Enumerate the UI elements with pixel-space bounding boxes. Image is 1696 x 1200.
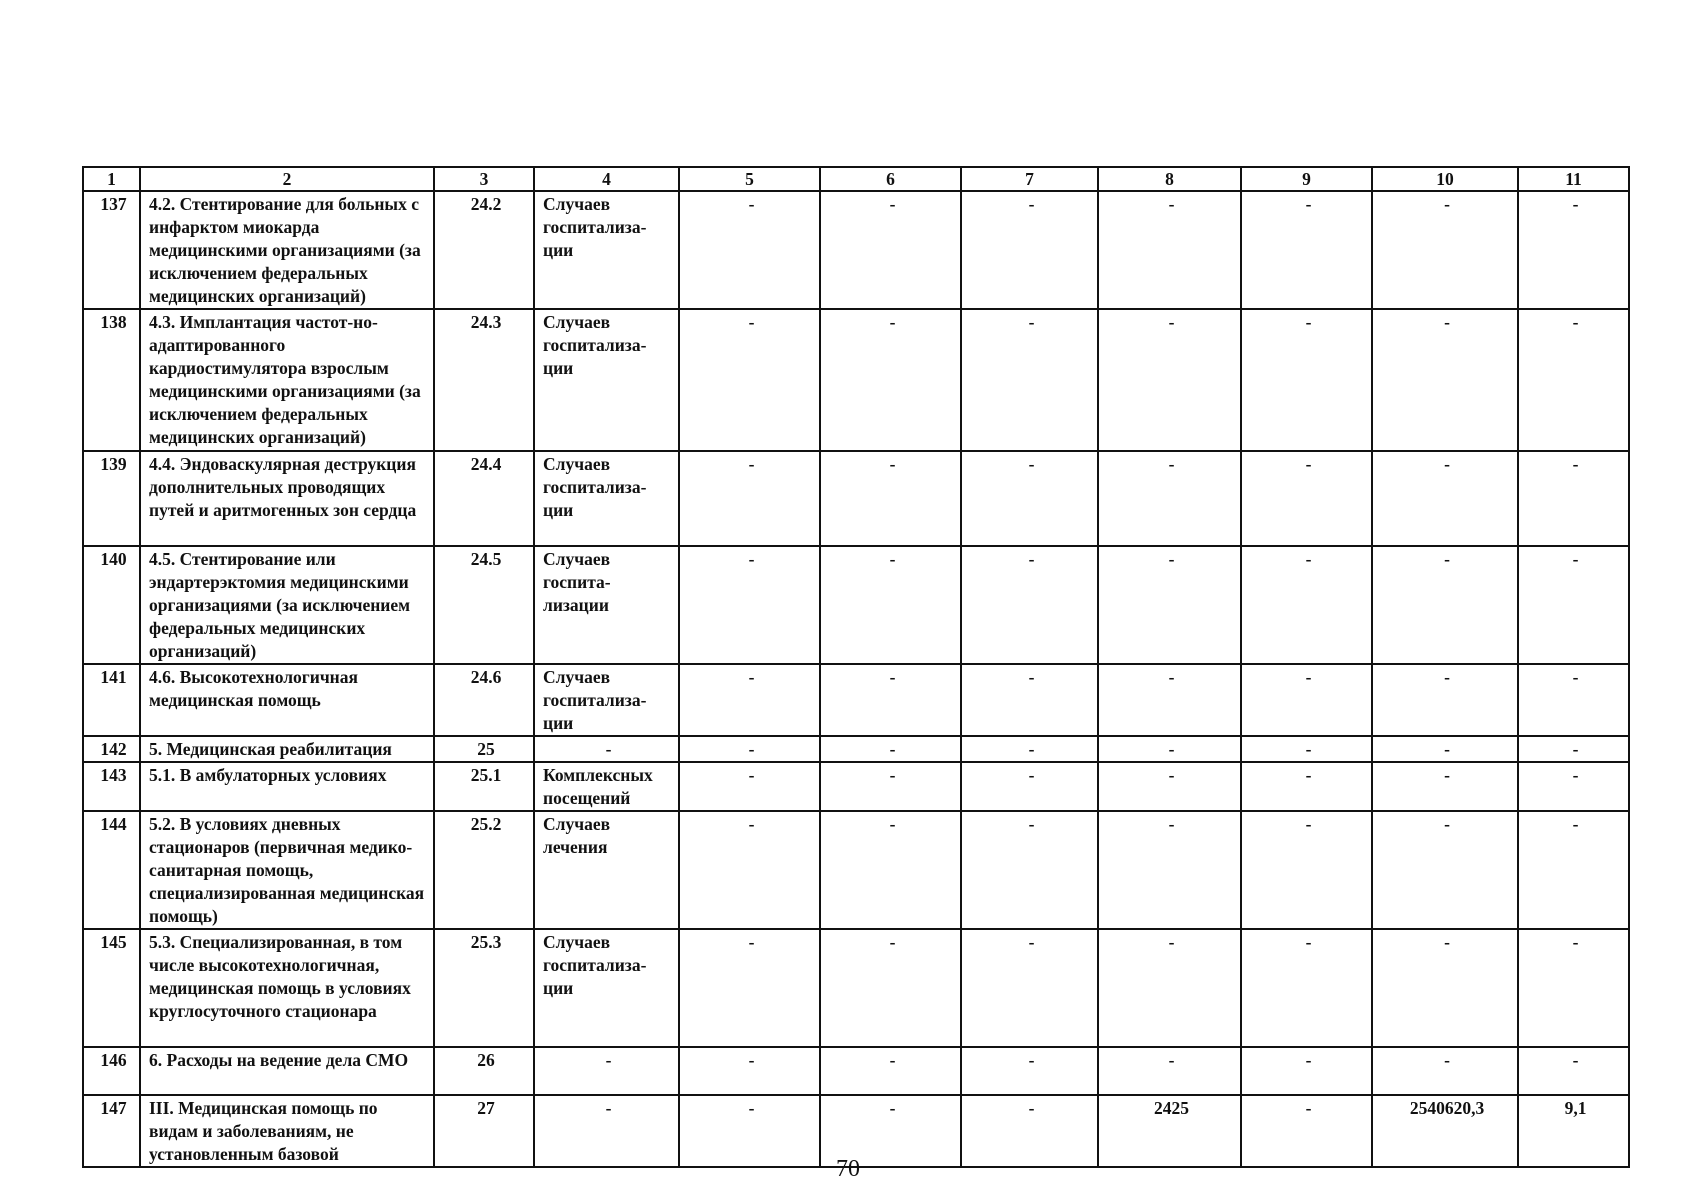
column-header: 5 [679, 167, 820, 191]
row-value: 2425 [1098, 1095, 1241, 1167]
row-value: - [820, 929, 961, 1047]
row-number: 138 [83, 309, 140, 451]
row-unit: - [534, 1047, 679, 1095]
row-value: - [679, 929, 820, 1047]
row-value: - [1241, 736, 1372, 762]
row-name: 5. Медицинская реабилитация [140, 736, 434, 762]
table-row [83, 762, 1629, 811]
row-value: - [1518, 546, 1629, 664]
row-value: - [1241, 1095, 1372, 1167]
table-row [83, 664, 1629, 736]
document-sheet [82, 166, 1628, 1168]
row-value: - [1098, 664, 1241, 736]
column-header: 8 [1098, 167, 1241, 191]
row-value: - [820, 191, 961, 309]
row-value: - [1372, 929, 1518, 1047]
row-value: - [1241, 929, 1372, 1047]
row-number: 139 [83, 451, 140, 546]
row-value: - [1372, 811, 1518, 929]
row-value: - [679, 762, 820, 811]
row-code: 24.2 [434, 191, 534, 309]
row-value: - [1241, 762, 1372, 811]
column-header: 7 [961, 167, 1098, 191]
row-code: 25.2 [434, 811, 534, 929]
row-number: 142 [83, 736, 140, 762]
row-value: - [1518, 191, 1629, 309]
row-value: - [679, 546, 820, 664]
row-unit: - [534, 736, 679, 762]
row-value: - [820, 451, 961, 546]
row-value: - [1098, 1047, 1241, 1095]
row-name: 4.2. Стентирование для больных с инфарктом миокарда медицинскими организациями (за исключением федеральных медицинских организаций) [140, 191, 434, 309]
row-code: 24.3 [434, 309, 534, 451]
row-name: 6. Расходы на ведение дела СМО [140, 1047, 434, 1095]
column-header: 3 [434, 167, 534, 191]
column-header: 1 [83, 167, 140, 191]
table-row [83, 811, 1629, 929]
row-value: - [1372, 1047, 1518, 1095]
row-number: 137 [83, 191, 140, 309]
row-value: - [1518, 1047, 1629, 1095]
row-code: 25.3 [434, 929, 534, 1047]
row-value: 2540620,3 [1372, 1095, 1518, 1167]
row-value: - [820, 546, 961, 664]
row-code: 25 [434, 736, 534, 762]
row-value: - [1241, 451, 1372, 546]
row-unit: Случаев госпитализа-ции [534, 191, 679, 309]
page-number: 70 [836, 1156, 860, 1182]
row-code: 24.5 [434, 546, 534, 664]
row-value: - [1241, 664, 1372, 736]
row-number: 145 [83, 929, 140, 1047]
row-value: - [820, 664, 961, 736]
row-unit: Случаев госпита-лизации [534, 546, 679, 664]
row-value: - [961, 1047, 1098, 1095]
row-value: - [1518, 811, 1629, 929]
row-value: - [1372, 546, 1518, 664]
row-value: - [1098, 451, 1241, 546]
column-header: 6 [820, 167, 961, 191]
row-value: - [1372, 191, 1518, 309]
row-name: 4.4. Эндоваскулярная деструкция дополнительных проводящих путей и аритмогенных зон сердца [140, 451, 434, 546]
row-unit: Случаев лечения [534, 811, 679, 929]
row-value: - [1518, 309, 1629, 451]
row-value: - [679, 309, 820, 451]
row-value: - [1372, 736, 1518, 762]
row-name: 5.2. В условиях дневных стационаров (первичная медико-санитарная помощь, специализированная медицинская помощь) [140, 811, 434, 929]
table-row [83, 309, 1629, 451]
row-value: - [1372, 762, 1518, 811]
table-row [83, 736, 1629, 762]
row-unit: - [534, 1095, 679, 1167]
row-value: - [961, 191, 1098, 309]
column-header: 2 [140, 167, 434, 191]
row-number: 147 [83, 1095, 140, 1167]
row-value: - [1241, 811, 1372, 929]
row-code: 27 [434, 1095, 534, 1167]
row-value: - [961, 929, 1098, 1047]
column-header: 10 [1372, 167, 1518, 191]
data-table [82, 166, 1630, 1168]
row-value: - [1518, 736, 1629, 762]
row-name: 4.3. Имплантация частот-но-адаптированного кардиостимулятора взрослым медицинскими организациями (за исключением федеральных медицинских организаций) [140, 309, 434, 451]
row-value: - [1098, 762, 1241, 811]
row-value: - [1241, 191, 1372, 309]
row-value: - [1372, 664, 1518, 736]
row-value: - [820, 811, 961, 929]
row-value: - [961, 762, 1098, 811]
row-value: - [679, 451, 820, 546]
row-value: - [1518, 451, 1629, 546]
row-value: - [961, 546, 1098, 664]
row-value: - [1372, 451, 1518, 546]
row-unit: Случаев госпитализа-ции [534, 309, 679, 451]
row-value: - [1241, 546, 1372, 664]
column-header: 4 [534, 167, 679, 191]
row-number: 143 [83, 762, 140, 811]
row-value: - [961, 736, 1098, 762]
column-header: 11 [1518, 167, 1629, 191]
row-code: 24.4 [434, 451, 534, 546]
row-value: - [1518, 762, 1629, 811]
row-value: - [1372, 309, 1518, 451]
table-row [83, 546, 1629, 664]
row-name: 4.6. Высокотехнологичная медицинская помощь [140, 664, 434, 736]
row-value: - [820, 1047, 961, 1095]
row-value: - [961, 451, 1098, 546]
row-value: - [1098, 929, 1241, 1047]
row-unit: Случаев госпитализа-ции [534, 929, 679, 1047]
row-number: 146 [83, 1047, 140, 1095]
row-value: - [820, 762, 961, 811]
row-name: 4.5. Стентирование или эндартерэктомия медицинскими организациями (за исключением федеральных медицинских организаций) [140, 546, 434, 664]
row-number: 144 [83, 811, 140, 929]
table-row [83, 929, 1629, 1047]
row-value: - [1518, 929, 1629, 1047]
row-name: 5.3. Специализированная, в том числе высокотехнологичная, медицинская помощь в условиях круглосуточного стационара [140, 929, 434, 1047]
column-header: 9 [1241, 167, 1372, 191]
row-value: - [820, 309, 961, 451]
table-row [83, 1047, 1629, 1095]
table-header-row [83, 167, 1629, 191]
row-value: - [1518, 664, 1629, 736]
row-value: - [820, 1095, 961, 1167]
row-number: 141 [83, 664, 140, 736]
row-unit: Случаев госпитализа-ции [534, 451, 679, 546]
row-unit: Комплексных посещений [534, 762, 679, 811]
row-value: 9,1 [1518, 1095, 1629, 1167]
row-value: - [961, 1095, 1098, 1167]
table-row [83, 451, 1629, 546]
row-name: 5.1. В амбулаторных условиях [140, 762, 434, 811]
row-value: - [961, 811, 1098, 929]
row-value: - [679, 664, 820, 736]
row-value: - [679, 1095, 820, 1167]
row-value: - [679, 1047, 820, 1095]
row-value: - [1098, 736, 1241, 762]
row-code: 24.6 [434, 664, 534, 736]
row-unit: Случаев госпитализа-ции [534, 664, 679, 736]
row-value: - [1098, 309, 1241, 451]
row-code: 25.1 [434, 762, 534, 811]
table-row [83, 191, 1629, 309]
row-value: - [961, 309, 1098, 451]
row-name: III. Медицинская помощь по видам и заболеваниям, не установленным базовой [140, 1095, 434, 1167]
row-value: - [820, 736, 961, 762]
row-code: 26 [434, 1047, 534, 1095]
row-value: - [679, 736, 820, 762]
row-value: - [679, 191, 820, 309]
row-value: - [1241, 309, 1372, 451]
row-value: - [1098, 811, 1241, 929]
row-value: - [1241, 1047, 1372, 1095]
row-number: 140 [83, 546, 140, 664]
row-value: - [1098, 191, 1241, 309]
row-value: - [679, 811, 820, 929]
row-value: - [1098, 546, 1241, 664]
row-value: - [961, 664, 1098, 736]
